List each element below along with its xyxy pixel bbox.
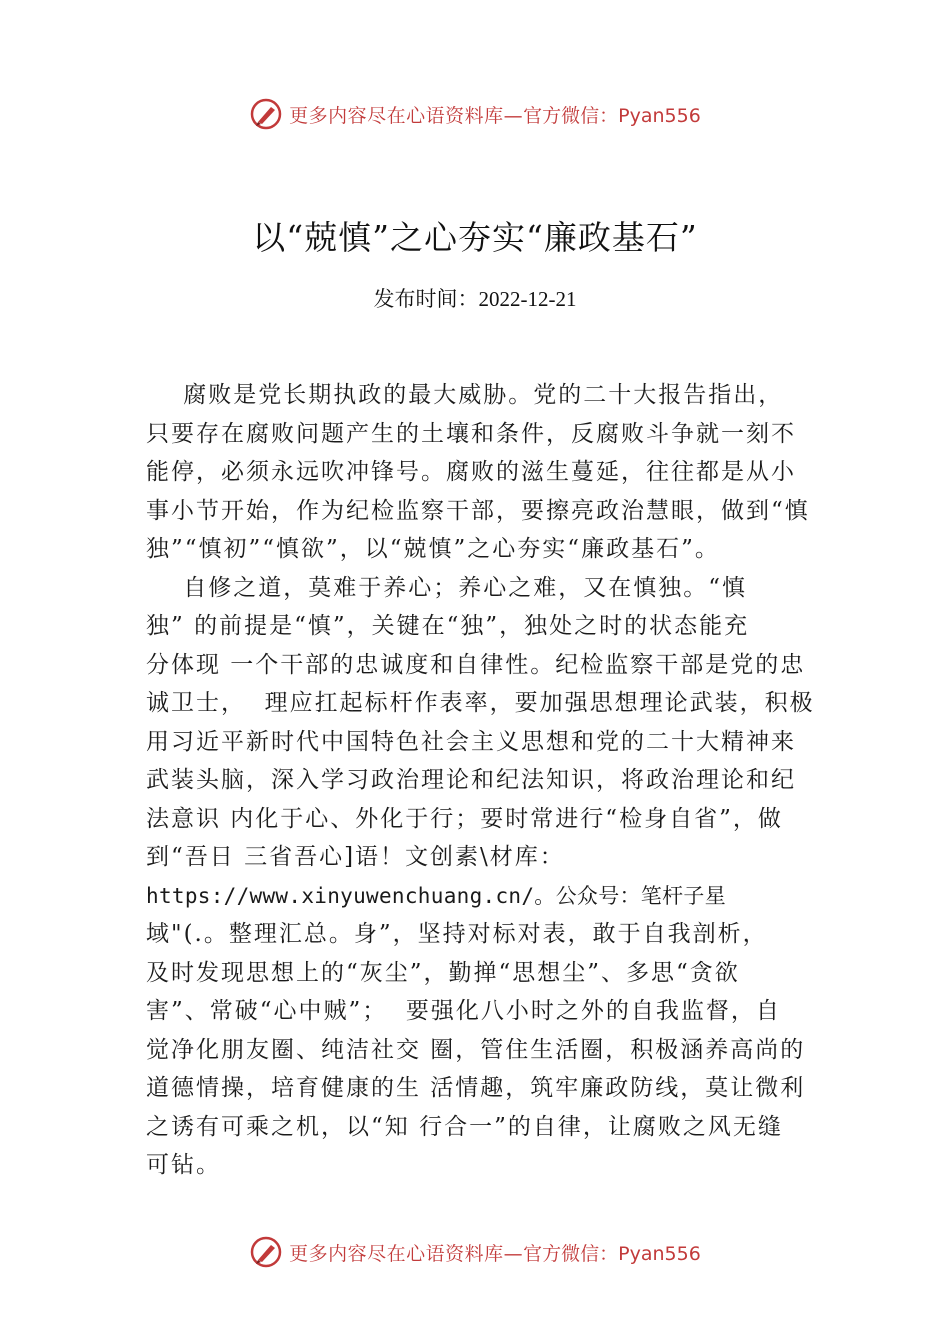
pen-circle-logo-icon: [249, 1235, 283, 1269]
banner-wechat: 官方微信：Pyan556: [523, 104, 701, 127]
date-value: 2022-12-21: [478, 287, 577, 311]
header-banner: [0, 94, 950, 134]
body-line: 害”、常破“心中贼”； 要强化八小时之外的自我监督，自: [146, 998, 781, 1024]
body-line: 诚卫士， 理应扛起标杆作表率，要加强思想理论武装，积极: [146, 690, 815, 716]
body-line: 及时发现思想上的“灰尘”，勤掸“思想尘”、多思“贪欲: [146, 959, 740, 986]
body-line: 自修之道，莫难于养心；养心之难，又在慎独。“慎: [146, 574, 748, 601]
body-line: 觉净化朋友圈、纯洁社交 圈，管住生活圈，积极涵养高尚的: [146, 1036, 806, 1063]
body-line: 事小节开始，作为纪检监察干部，要擦亮政治慧眼，做到“慎: [146, 497, 810, 524]
article-body: [146, 376, 826, 1185]
body-line: 到“吾日 三省吾心]语！文创素\材库：: [146, 844, 565, 870]
date-label: 发布时间：: [373, 287, 479, 311]
body-line: 域"(.。整理汇总。身”，坚持对标对表，敢于自我剖析，: [146, 921, 768, 947]
body-line: 能停，必须永远吹冲锋号。腐败的滋生蔓延，往往都是从小: [146, 459, 796, 485]
footer-banner: [0, 1232, 950, 1272]
body-line-url: https://www.xinyuwenchuang.cn/。公众号：笔杆子星: [146, 883, 726, 908]
body-line: 只要存在腐败问题产生的土壤和条件，反腐败斗争就一刻不: [146, 420, 796, 447]
body-line: 用习近平新时代中国特色社会主义思想和党的二十大精神来: [146, 728, 796, 755]
banner-wechat: 官方微信：Pyan556: [523, 1242, 701, 1265]
body-line: 独” 的前提是“慎”，关键在“独”，独处之时的状态能充: [146, 613, 750, 639]
body-line: 腐败是党长期执政的最大威胁。党的二十大报告指出，: [146, 382, 784, 408]
body-line: 可钻。: [146, 1152, 221, 1178]
publish-date: [0, 283, 950, 313]
body-line: 分体现 一个干部的忠诚度和自律性。纪检监察干部是党的忠: [146, 651, 806, 678]
banner-text: 更多内容尽在心语资料库—: [289, 1242, 524, 1265]
body-line: 道德情操，培育健康的生 活情趣，筑牢廉政防线，莫让微利: [146, 1075, 806, 1101]
body-line: 之诱有可乘之机，以“知 行合一”的自律，让腐败之风无缝: [146, 1113, 783, 1140]
body-line: 法意识 内化于心、外化于行；要时常进行“检身自省”，做: [146, 805, 783, 832]
article-title: 以“兢慎”之心夯实“廉政基石”: [252, 218, 698, 257]
banner-text: 更多内容尽在心语资料库—: [289, 104, 524, 127]
pen-circle-logo-icon: [249, 97, 283, 131]
body-line: 武装头脑，深入学习政治理论和纪法知识，将政治理论和纪: [146, 767, 796, 793]
body-line: 独”“慎初”“慎欲”，以“兢慎”之心夯实“廉政基石”。: [146, 536, 720, 562]
